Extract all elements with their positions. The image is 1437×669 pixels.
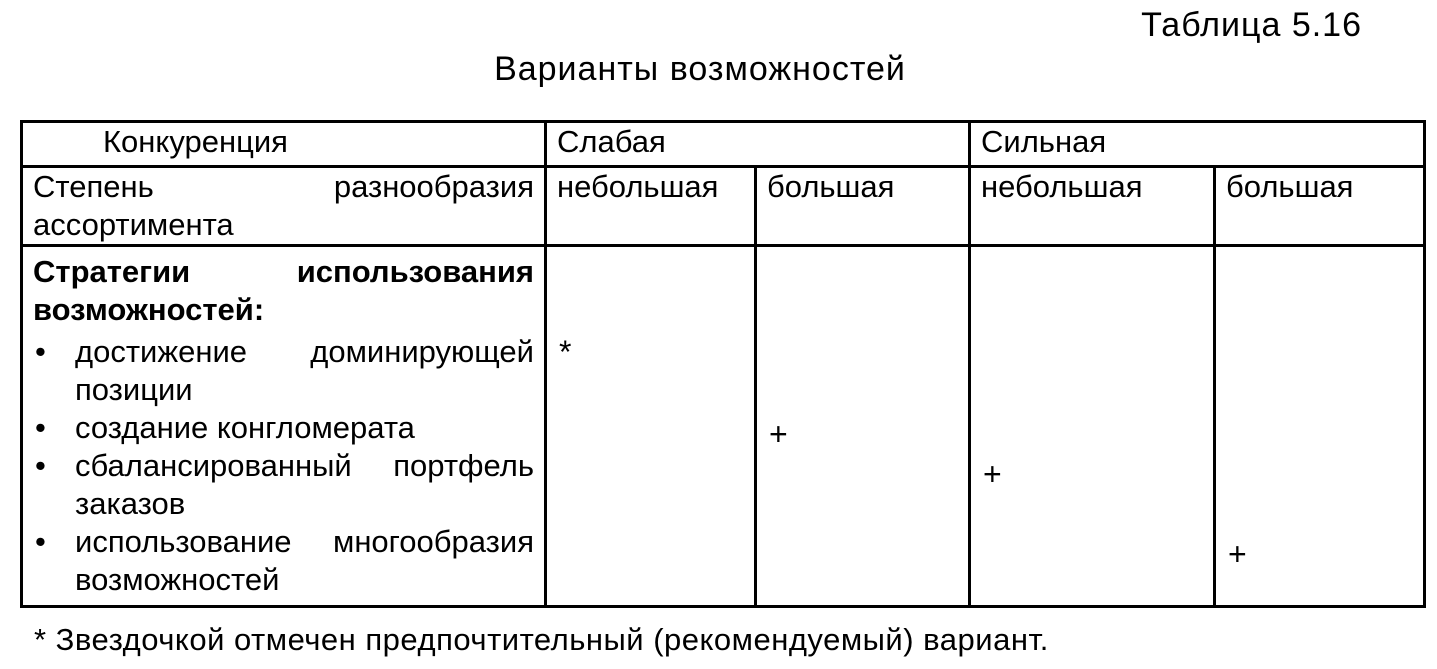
table-title: Варианты возможностей bbox=[494, 50, 906, 88]
weak-large-cell bbox=[756, 246, 970, 607]
strong-small-cell bbox=[970, 246, 1215, 607]
strategy-text: использование многообразия возможностей bbox=[75, 524, 534, 597]
assortment-large-weak: большая bbox=[756, 167, 970, 246]
table-number: Таблица 5.16 bbox=[1141, 6, 1362, 44]
assortment-large-strong: большая bbox=[1215, 167, 1425, 246]
plus-mark: + bbox=[769, 416, 788, 452]
plus-mark: + bbox=[983, 456, 1002, 492]
assortment-row bbox=[22, 167, 1425, 246]
asterisk-mark: * bbox=[559, 334, 572, 370]
opportunities-table bbox=[20, 120, 1426, 608]
assortment-small-strong: небольшая bbox=[970, 167, 1215, 246]
competition-label: Конкуренция bbox=[22, 122, 546, 167]
assortment-small-weak: небольшая bbox=[546, 167, 756, 246]
strategy-text: сбалансированный портфель заказов bbox=[75, 448, 534, 521]
list-item bbox=[33, 447, 534, 523]
competition-strong: Сильная bbox=[970, 122, 1425, 167]
assortment-label: Степень разнообразия ассортимента bbox=[22, 167, 546, 246]
strategies-row bbox=[22, 246, 1425, 607]
weak-small-cell bbox=[546, 246, 756, 607]
competition-weak: Слабая bbox=[546, 122, 970, 167]
strategies-cell bbox=[22, 246, 546, 607]
strategy-text: достижение доминирующей позиции bbox=[75, 334, 534, 407]
competition-row bbox=[22, 122, 1425, 167]
strategy-text: создание конгломерата bbox=[75, 410, 415, 445]
strong-large-cell bbox=[1215, 246, 1425, 607]
bullet-icon: • bbox=[35, 448, 46, 483]
list-item bbox=[33, 523, 534, 599]
bullet-icon: • bbox=[35, 334, 46, 369]
strategies-list bbox=[33, 333, 534, 599]
strategies-heading: Стратегии использования возможностей: bbox=[33, 254, 534, 327]
bullet-icon: • bbox=[35, 524, 46, 559]
plus-mark: + bbox=[1228, 536, 1247, 572]
list-item bbox=[33, 409, 534, 447]
bullet-icon: • bbox=[35, 410, 46, 445]
footnote: * Звездочкой отмечен предпочтительный (рекомендуемый) вариант. bbox=[34, 622, 1049, 657]
list-item bbox=[33, 333, 534, 409]
